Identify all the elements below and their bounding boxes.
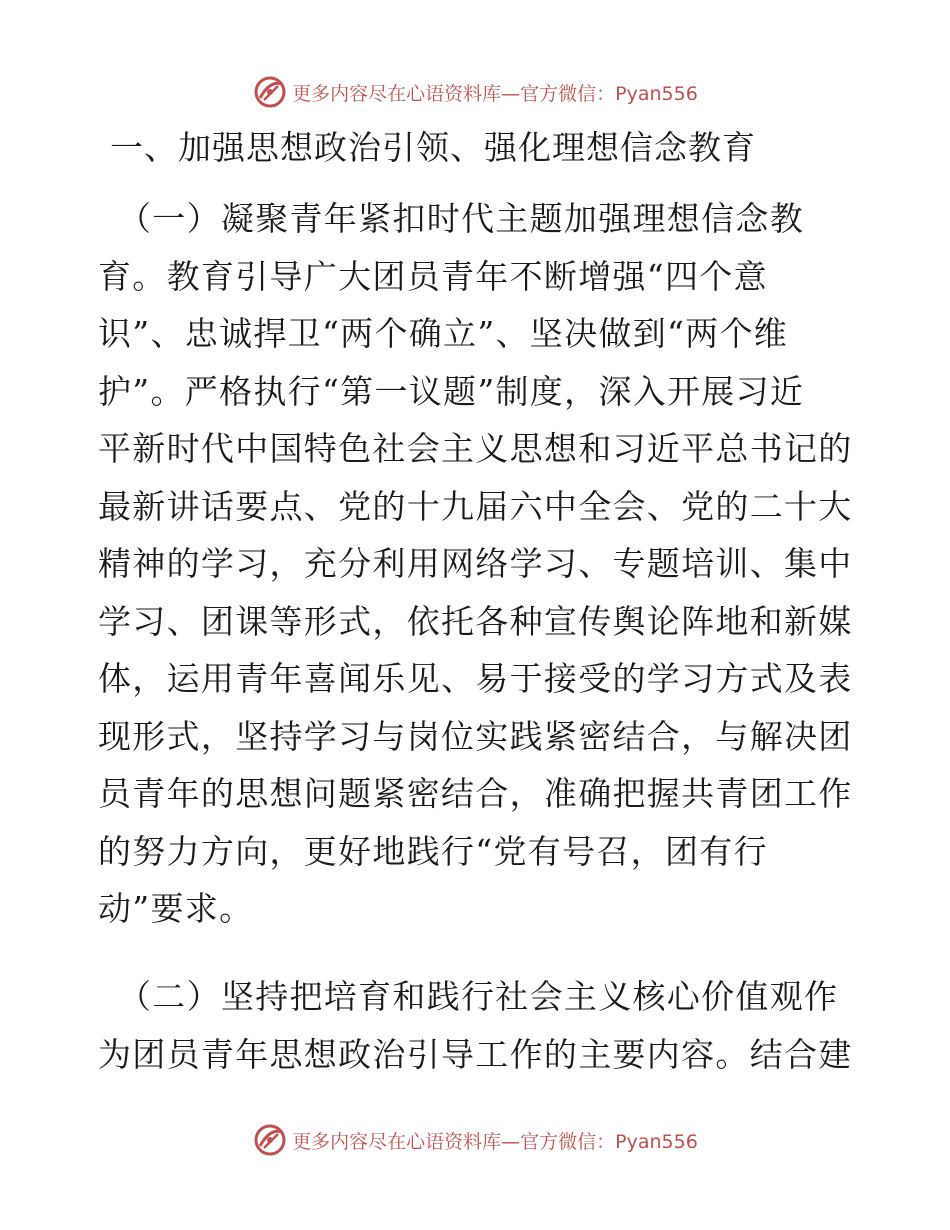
text-line: 最新讲话要点、党的十九届六中全会、党的二十大	[98, 486, 853, 526]
section-heading: 一、加强思想政治引领、强化理想信念教育	[110, 128, 756, 167]
text-line: 的努力方向，更好地践行“党有号召，团有行	[98, 831, 768, 871]
text-line: 员青年的思想问题紧密结合，准确把握共青团工作	[98, 774, 853, 813]
watermark-header	[0, 72, 950, 112]
text-line: （二）坚持把培育和践行社会主义核心价值观作	[118, 977, 839, 1016]
paragraph-1	[98, 190, 858, 938]
text-line: 体，运用青年喜闻乐见、易于接受的学习方式及表	[98, 659, 853, 698]
text-line: 护”。严格执行“第一议题”制度，深入开展习近	[98, 371, 805, 411]
text-line: 为团员青年思想政治引导工作的主要内容。结合建	[98, 1034, 853, 1074]
text-line: 学习、团课等形式，依托各种宣传舆论阵地和新媒	[98, 601, 853, 641]
watermark-footer	[0, 1120, 950, 1160]
text-line: 识”、忠诚捍卫“两个确立”、坚决做到“两个维	[98, 314, 789, 353]
text-line: （一）凝聚青年紧扣时代主题加强理想信念教	[118, 199, 804, 238]
text-line: 育。教育引导广大团员青年不断增强“四个意	[98, 256, 768, 296]
logo-icon	[252, 1122, 288, 1158]
text-line: 平新时代中国特色社会主义思想和习近平总书记的	[98, 429, 853, 468]
text-line: 动”要求。	[98, 889, 254, 928]
watermark-text: 更多内容尽在心语资料库—官方微信：Pyan556	[292, 1130, 698, 1153]
logo-icon	[252, 74, 288, 110]
watermark-text: 更多内容尽在心语资料库—官方微信：Pyan556	[292, 82, 698, 105]
paragraph-2	[98, 968, 858, 1083]
text-line: 现形式，坚持学习与岗位实践紧密结合，与解决团	[98, 716, 853, 756]
text-line: 精神的学习，充分利用网络学习、专题培训、集中	[98, 544, 853, 583]
